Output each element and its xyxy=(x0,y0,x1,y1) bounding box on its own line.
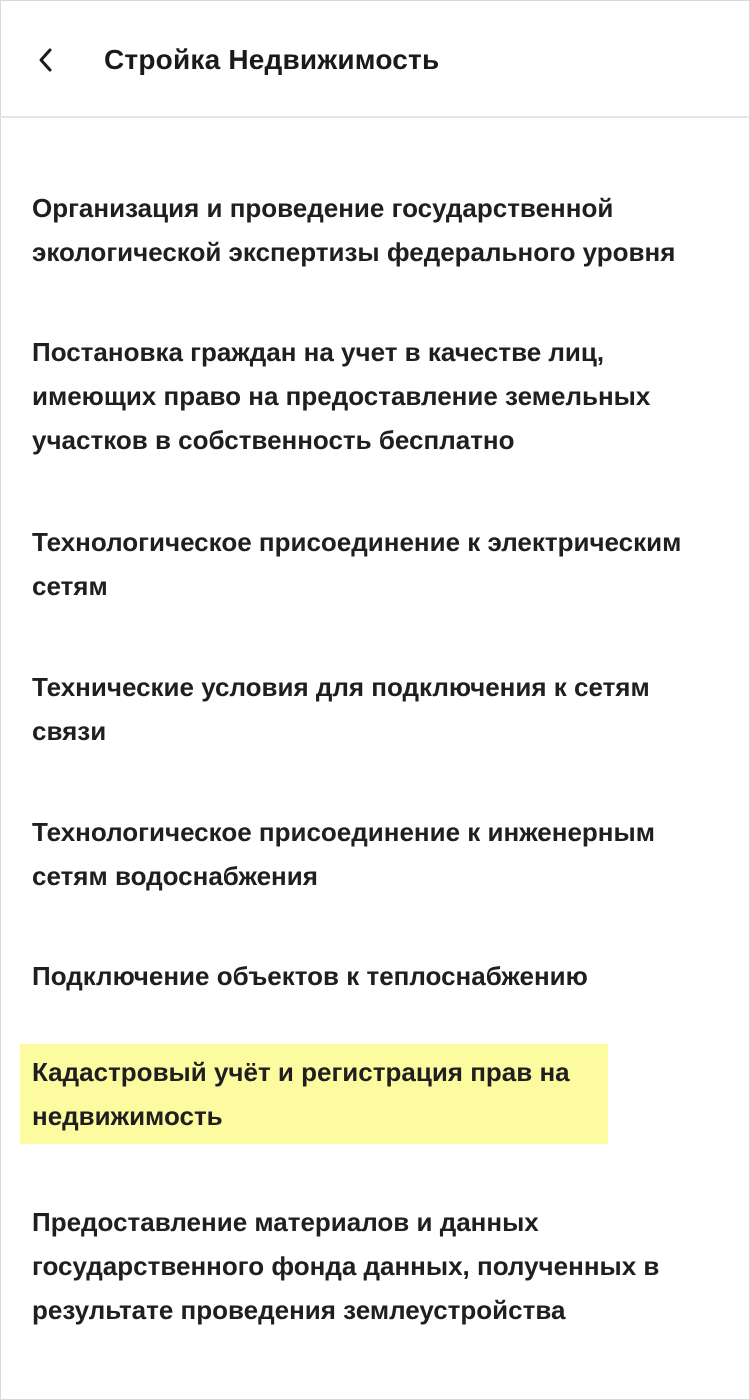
service-item-water-connection[interactable] xyxy=(20,804,708,904)
service-item-telecom-conditions[interactable] xyxy=(20,659,708,759)
page-title: Стройка Недвижимость xyxy=(104,44,440,75)
top-bar xyxy=(0,0,750,118)
service-item-label: Предоставление материалов и данных государственного фонда данных, полученных в результате проведения землеустройства xyxy=(32,1207,660,1325)
service-item-land-registration[interactable] xyxy=(20,324,708,468)
service-item-label: Организация и проведение государственной экологической экспертизы федерального уровня xyxy=(32,193,676,267)
back-button[interactable] xyxy=(24,36,68,84)
service-item-label: Подключение объектов к теплоснабжению xyxy=(32,961,588,991)
service-item-label: Технологическое присоединение к электрическим сетям xyxy=(32,527,682,601)
service-item-label: Кадастровый учёт и регистрация прав на недвижимость xyxy=(32,1057,570,1131)
service-item-label: Постановка граждан на учет в качестве лиц, имеющих право на предоставление земельных участков в собственность бесплатно xyxy=(32,337,651,455)
chevron-left-icon xyxy=(36,46,56,74)
service-item-cadastral-registration[interactable] xyxy=(20,1044,608,1144)
service-item-ecological-expertise[interactable] xyxy=(20,180,708,280)
service-item-label: Технические условия для подключения к сетям связи xyxy=(32,672,650,746)
service-item-electric-connection[interactable] xyxy=(20,514,708,614)
service-item-land-survey-data[interactable] xyxy=(20,1194,708,1338)
service-item-label: Технологическое присоединение к инженерным сетям водоснабжения xyxy=(32,817,655,891)
service-item-heat-connection[interactable] xyxy=(20,948,708,1004)
